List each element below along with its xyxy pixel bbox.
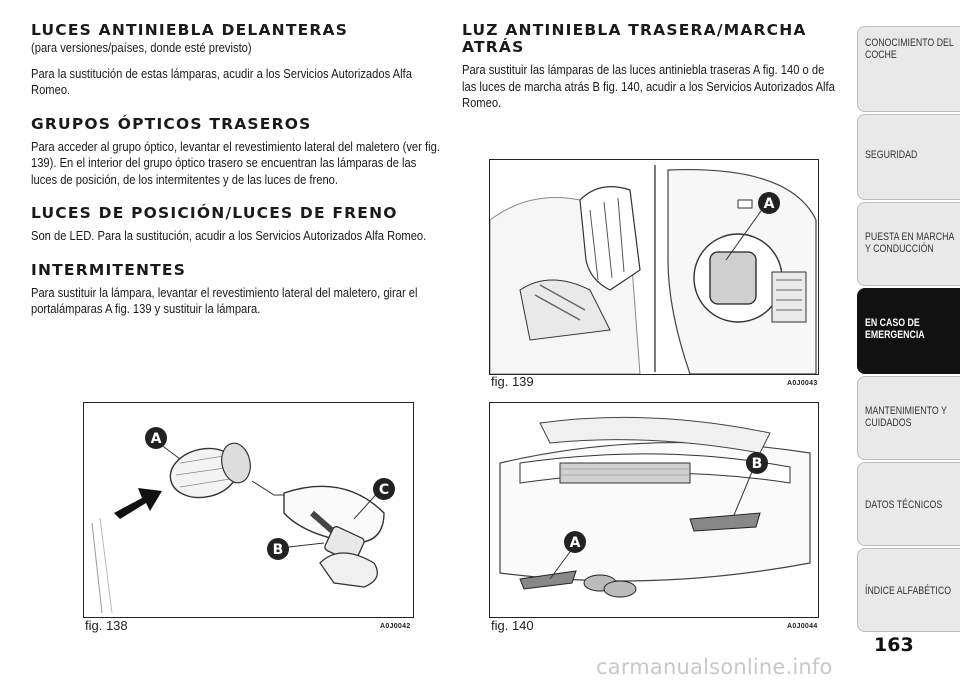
right-column [462, 22, 842, 112]
figure-138-code: A0J0042 [380, 623, 411, 630]
position-brake-lights-text: Son de LED. Para la sustitución, acudir a los Servicios Autorizados Alfa Romeo. [31, 228, 427, 243]
figure-138-illustration [84, 403, 413, 617]
tab-label: MANTENIMIENTO Y CUIDADOS [865, 405, 947, 429]
tab-label: ÍNDICE ALFABÉTICO [865, 585, 952, 597]
callout-label: A [763, 196, 775, 212]
callout-label: A [150, 431, 162, 447]
callout-label: B [272, 542, 284, 558]
rear-fog-reverse-lights-text: Para sustituir las lámparas de las luces antiniebla traseras A fig. 140 o de las luces de marcha atrás B fig. 140, acudir a los Servicios Autorizados Alfa Romeo. [462, 62, 835, 110]
figure-138 [83, 402, 414, 618]
heading-turn-signals: INTERMITENTES [31, 260, 187, 279]
callout-label: C [378, 482, 390, 498]
page-number: 163 [874, 634, 914, 656]
figure-139-caption: fig. 139 [491, 374, 534, 389]
tab-indice-alfabetico[interactable] [857, 548, 960, 632]
tab-label: CONOCIMIENTO DEL COCHE [865, 37, 954, 61]
turn-signals-text: Para sustituir la lámpara, levantar el revestimiento lateral del maletero, girar el portalámparas A fig. 139 y sustituir la lámpara. [31, 284, 418, 316]
callout-label: B [751, 456, 763, 472]
heading-position-brake-lights: LUCES DE POSICIÓN/LUCES DE FRENO [31, 204, 398, 222]
tab-conocimiento-del-coche[interactable] [857, 26, 960, 112]
tab-label: EN CASO DE EMERGENCIA [865, 317, 925, 341]
figure-138-caption: fig. 138 [85, 618, 128, 633]
figure-140-code: A0J0044 [787, 623, 818, 630]
rear-light-clusters-text: Para acceder al grupo óptico, levantar el revestimiento lateral del maletero (ver fig. 139). En el interior del grupo óptico trasero se encuentran las lámparas de las luces de posición, de los intermitentes y de las luces de freno. [31, 138, 440, 187]
tab-label: SEGURIDAD [865, 149, 918, 161]
figure-139-code: A0J0043 [787, 380, 818, 387]
tab-datos-tecnicos[interactable] [857, 462, 960, 546]
tab-mantenimiento-y-cuidados[interactable] [857, 376, 960, 460]
tab-seguridad[interactable] [857, 114, 960, 200]
heading-rear-fog-reverse-lights: LUZ ANTINIEBLA TRASERA/MARCHA ATRÁS [462, 21, 807, 56]
front-fog-lights-text: Para la sustitución de estas lámparas, acudir a los Servicios Autorizados Alfa Romeo. [31, 65, 412, 97]
left-column [31, 22, 441, 318]
heading-front-fog-lights: LUCES ANTINIEBLA DELANTERAS [31, 21, 349, 39]
tab-en-caso-de-emergencia[interactable] [857, 288, 960, 374]
figure-139 [489, 159, 819, 375]
tab-label: DATOS TÉCNICOS [865, 499, 943, 511]
figure-140-illustration [490, 403, 818, 617]
tab-label: PUESTA EN MARCHA Y CONDUCCIÓN [865, 231, 954, 255]
figure-139-illustration [490, 160, 818, 374]
tab-puesta-en-marcha[interactable] [857, 202, 960, 286]
front-fog-lights-note: (para versiones/países, donde esté previsto) [31, 40, 252, 55]
heading-rear-light-clusters: GRUPOS ÓPTICOS TRASEROS [31, 114, 312, 133]
callout-label: A [569, 535, 581, 551]
figure-140-caption: fig. 140 [491, 618, 534, 633]
watermark: carmanualsonline.info [596, 655, 833, 679]
figure-140 [489, 402, 819, 618]
